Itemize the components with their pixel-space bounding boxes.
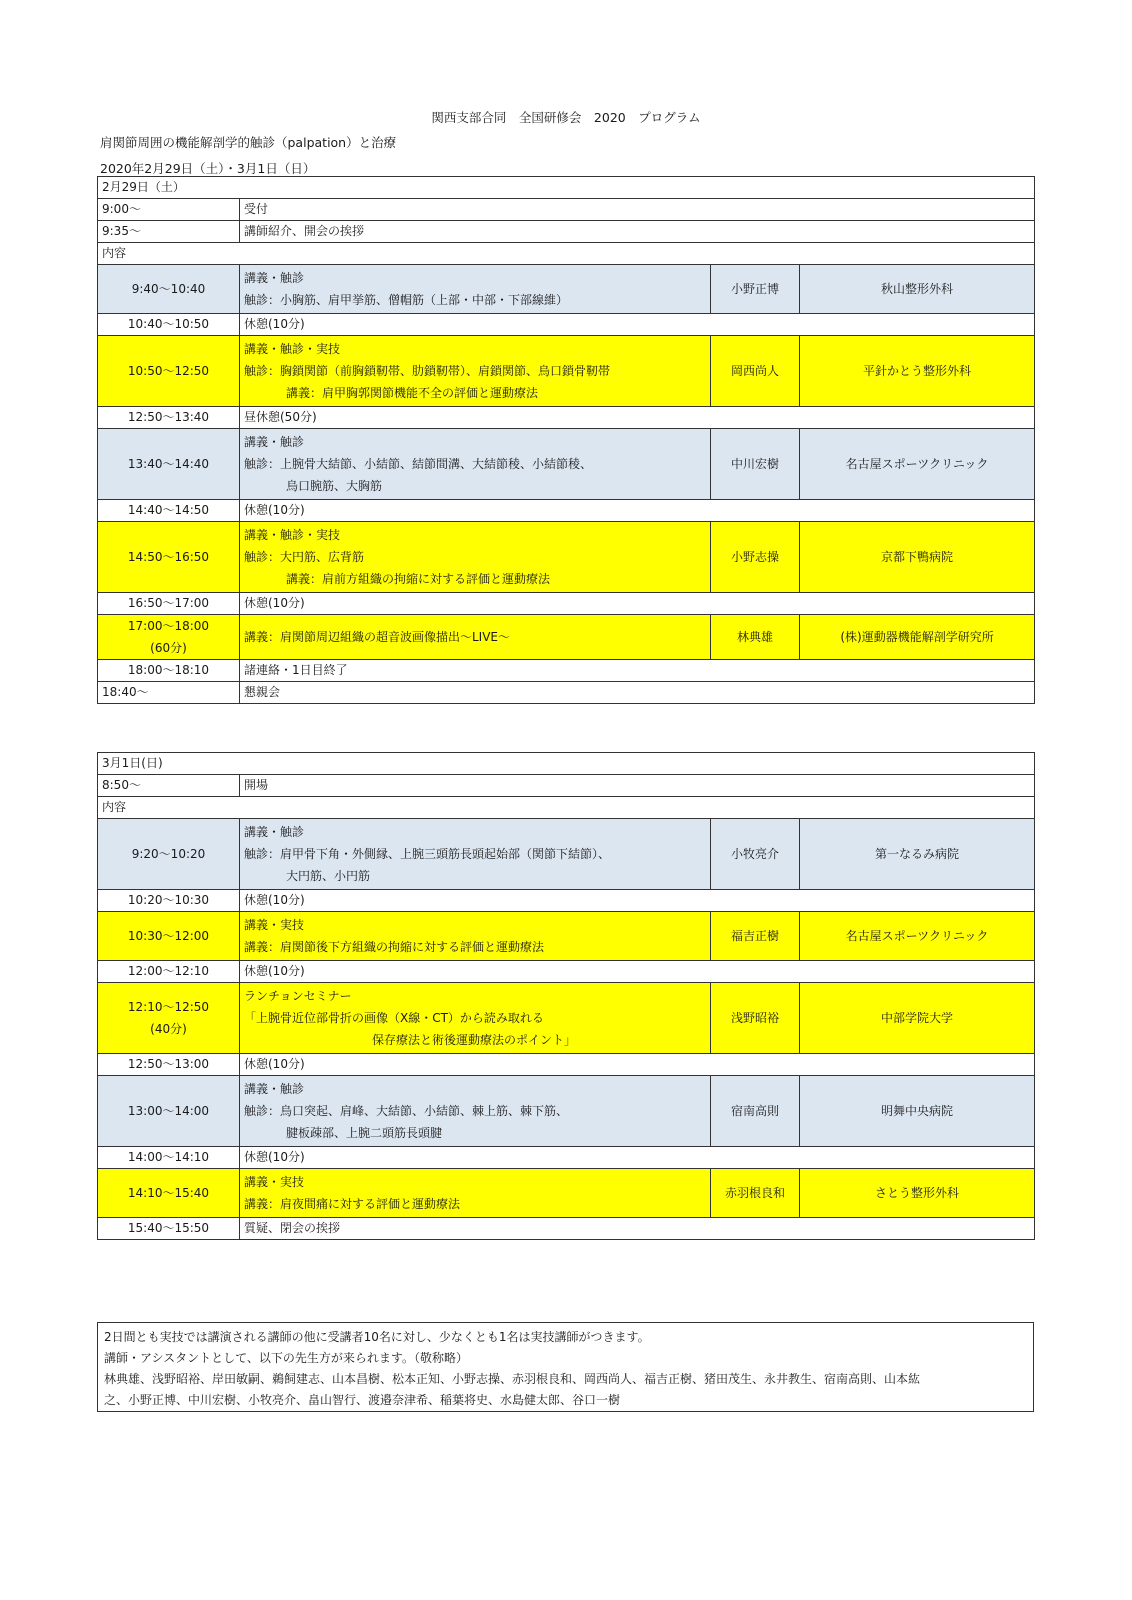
session-row	[98, 615, 1035, 660]
content-cell: 受付	[240, 199, 1035, 221]
session-line: 触診：大円筋、広背筋	[244, 550, 365, 564]
content-cell: 開場	[240, 775, 1035, 797]
content-label-row	[98, 797, 1035, 819]
session-time	[98, 265, 240, 314]
lecturer-name: 中川宏樹	[711, 429, 800, 500]
note-line-1: 2日間とも実技では講演される講師の他に受講者10名に対し、少なくとも1名は実技講師がつきます。	[104, 1330, 650, 1344]
time-cell: 12:50～13:00	[98, 1054, 240, 1076]
content-cell: 諸連絡・1日目終了	[240, 660, 1035, 682]
session-line: 触診：上腕骨大結節、小結節、結節間溝、大結節稜、小結節稜、	[244, 457, 593, 471]
content-label: 内容	[98, 797, 1035, 819]
content-cell: 休憩(10分)	[240, 1147, 1035, 1169]
session-row	[98, 983, 1035, 1054]
time-cell: 15:40～15:50	[98, 1218, 240, 1240]
content-cell: 質疑、閉会の挨拶	[240, 1218, 1035, 1240]
session-line: 「上腕骨近位部骨折の画像（X線・CT）から読み取れる	[244, 1011, 544, 1025]
time-cell: 18:40～	[98, 682, 240, 704]
institution-name: 名古屋スポーツクリニック	[800, 912, 1035, 961]
session-line: 講義：肩前方組織の拘縮に対する評価と運動療法	[286, 572, 551, 586]
content-cell: 昼休憩(50分)	[240, 407, 1035, 429]
break-row	[98, 961, 1035, 983]
session-row	[98, 265, 1035, 314]
note-line-2: 講師・アシスタントとして、以下の先生方が来られます。（敬称略）	[104, 1351, 468, 1365]
session-time-range: 10:30～12:00	[127, 929, 210, 943]
lecturer-name: 赤羽根良和	[711, 1169, 800, 1218]
session-time-range: 13:00～14:00	[127, 1104, 210, 1118]
day-header: 3月1日(日)	[98, 753, 1035, 775]
page-subtitle: 肩関節周囲の機能解剖学的触診（palpation）と治療	[100, 135, 397, 150]
institution-name: 平針かとう整形外科	[800, 336, 1035, 407]
session-line: 腱板疎部、上腕二頭筋長頭腱	[286, 1126, 443, 1140]
session-time-range: 9:20～10:20	[131, 847, 206, 861]
session-time-range: 9:40～10:40	[131, 282, 206, 296]
session-line: 触診：小胸筋、肩甲挙筋、僧帽筋（上部・中部・下部線維）	[244, 293, 569, 307]
notes-box	[97, 1322, 1034, 1412]
institution-name: さとう整形外科	[800, 1169, 1035, 1218]
session-duration: (40分)	[150, 1022, 187, 1036]
schedule-table-day1	[97, 176, 1035, 704]
session-line: 講義・触診	[244, 825, 305, 839]
date-range: 2020年2月29日（土）・3月1日（日）	[100, 161, 316, 176]
lecturer-name: 福吉正樹	[711, 912, 800, 961]
lecturer-name: 小野志操	[711, 522, 800, 593]
session-line: 講義・触診・実技	[244, 528, 341, 542]
session-line: 触診：烏口突起、肩峰、大結節、小結節、棘上筋、棘下筋、	[244, 1104, 569, 1118]
note-line-4: 之、小野正博、中川宏樹、小牧亮介、畠山智行、渡邉奈津希、稲葉将史、水島健太郎、谷口一樹	[104, 1393, 621, 1407]
content-cell: 休憩(10分)	[240, 314, 1035, 336]
time-cell: 16:50～17:00	[98, 593, 240, 615]
page-title: 関西支部合同 全国研修会 2020 プログラム	[431, 110, 701, 125]
institution-name: 中部学院大学	[800, 983, 1035, 1054]
session-time	[98, 1076, 240, 1147]
session-line: 講義：肩甲胸郭関節機能不全の評価と運動療法	[286, 386, 539, 400]
session-time-range: 12:10～12:50	[127, 1000, 210, 1014]
content-cell: 講師紹介、開会の挨拶	[240, 221, 1035, 243]
table-row	[98, 775, 1035, 797]
time-cell: 12:50～13:40	[98, 407, 240, 429]
session-time	[98, 912, 240, 961]
session-line: 触診：胸鎖関節（前胸鎖靭帯、肋鎖靭帯）、肩鎖関節、烏口鎖骨靭帯	[244, 364, 611, 378]
content-label: 内容	[98, 243, 1035, 265]
session-line: 講義：肩関節周辺組織の超音波画像描出～LIVE～	[244, 630, 511, 644]
session-line: 講義・触診・実技	[244, 342, 341, 356]
session-line: ランチョンセミナー	[244, 989, 352, 1003]
institution-name: 名古屋スポーツクリニック	[800, 429, 1035, 500]
time-cell: 9:00～	[98, 199, 240, 221]
session-content	[240, 819, 711, 890]
session-time-range: 14:10～15:40	[127, 1186, 210, 1200]
session-duration: (60分)	[150, 641, 187, 655]
session-time	[98, 615, 240, 660]
break-row	[98, 660, 1035, 682]
session-content	[240, 615, 711, 660]
break-row	[98, 500, 1035, 522]
session-line: 保存療法と術後運動療法のポイント」	[372, 1033, 577, 1047]
session-line: 講義・触診	[244, 435, 305, 449]
time-cell: 10:40～10:50	[98, 314, 240, 336]
content-label-row	[98, 243, 1035, 265]
break-row	[98, 682, 1035, 704]
lecturer-name: 林典雄	[711, 615, 800, 660]
content-cell: 休憩(10分)	[240, 1054, 1035, 1076]
institution-name: (株)運動器機能解剖学研究所	[800, 615, 1035, 660]
time-cell: 8:50～	[98, 775, 240, 797]
time-cell: 14:00～14:10	[98, 1147, 240, 1169]
table-row	[98, 199, 1035, 221]
session-row	[98, 429, 1035, 500]
institution-name: 秋山整形外科	[800, 265, 1035, 314]
time-cell: 9:35～	[98, 221, 240, 243]
session-time	[98, 819, 240, 890]
time-cell: 10:20～10:30	[98, 890, 240, 912]
lecturer-name: 浅野昭裕	[711, 983, 800, 1054]
session-line: 触診：肩甲骨下角・外側縁、上腕三頭筋長頭起始部（関節下結節）、	[244, 847, 611, 861]
session-content	[240, 983, 711, 1054]
session-line: 講義・触診	[244, 1082, 305, 1096]
session-time	[98, 1169, 240, 1218]
session-row	[98, 1169, 1035, 1218]
session-row	[98, 336, 1035, 407]
break-row	[98, 1218, 1035, 1240]
break-row	[98, 593, 1035, 615]
day-header-row	[98, 177, 1035, 199]
session-line: 大円筋、小円筋	[286, 869, 371, 883]
session-row	[98, 912, 1035, 961]
session-content	[240, 912, 711, 961]
session-content	[240, 336, 711, 407]
session-content	[240, 265, 711, 314]
table-row	[98, 221, 1035, 243]
session-time-range: 14:50～16:50	[127, 550, 210, 564]
time-cell: 18:00～18:10	[98, 660, 240, 682]
lecturer-name: 小牧亮介	[711, 819, 800, 890]
institution-name: 第一なるみ病院	[800, 819, 1035, 890]
lecturer-name: 岡西尚人	[711, 336, 800, 407]
time-cell: 12:00～12:10	[98, 961, 240, 983]
lecturer-name: 小野正博	[711, 265, 800, 314]
session-time-range: 17:00～18:00	[127, 619, 210, 633]
time-cell: 14:40～14:50	[98, 500, 240, 522]
schedule-table-day2	[97, 752, 1035, 1240]
session-line: 講義・実技	[244, 1175, 305, 1189]
session-line: 烏口腕筋、大胸筋	[286, 479, 383, 493]
content-cell: 休憩(10分)	[240, 593, 1035, 615]
session-line: 講義・触診	[244, 271, 305, 285]
session-content	[240, 1169, 711, 1218]
session-time-range: 10:50～12:50	[127, 364, 210, 378]
break-row	[98, 1147, 1035, 1169]
day-header: 2月29日（土）	[98, 177, 1035, 199]
session-line: 講義・実技	[244, 918, 305, 932]
session-row	[98, 819, 1035, 890]
lecturer-name: 宿南高則	[711, 1076, 800, 1147]
break-row	[98, 890, 1035, 912]
session-line: 講義：肩関節後下方組織の拘縮に対する評価と運動療法	[244, 940, 545, 954]
break-row	[98, 1054, 1035, 1076]
session-line: 講義：肩夜間痛に対する評価と運動療法	[244, 1197, 461, 1211]
session-time	[98, 429, 240, 500]
session-time-range: 13:40～14:40	[127, 457, 210, 471]
session-content	[240, 1076, 711, 1147]
institution-name: 京都下鴨病院	[800, 522, 1035, 593]
note-line-3: 林典雄、浅野昭裕、岸田敏嗣、鵜飼建志、山本昌樹、松本正知、小野志操、赤羽根良和、岡西尚人、福吉正樹、猪田茂生、永井教生、宿南高則、山本紘	[104, 1372, 921, 1386]
day-header-row	[98, 753, 1035, 775]
session-time	[98, 983, 240, 1054]
content-cell: 休憩(10分)	[240, 890, 1035, 912]
session-time	[98, 336, 240, 407]
content-cell: 懇親会	[240, 682, 1035, 704]
break-row	[98, 314, 1035, 336]
content-cell: 休憩(10分)	[240, 961, 1035, 983]
session-content	[240, 429, 711, 500]
session-content	[240, 522, 711, 593]
session-time	[98, 522, 240, 593]
institution-name: 明舞中央病院	[800, 1076, 1035, 1147]
break-row	[98, 407, 1035, 429]
session-row	[98, 522, 1035, 593]
content-cell: 休憩(10分)	[240, 500, 1035, 522]
session-row	[98, 1076, 1035, 1147]
